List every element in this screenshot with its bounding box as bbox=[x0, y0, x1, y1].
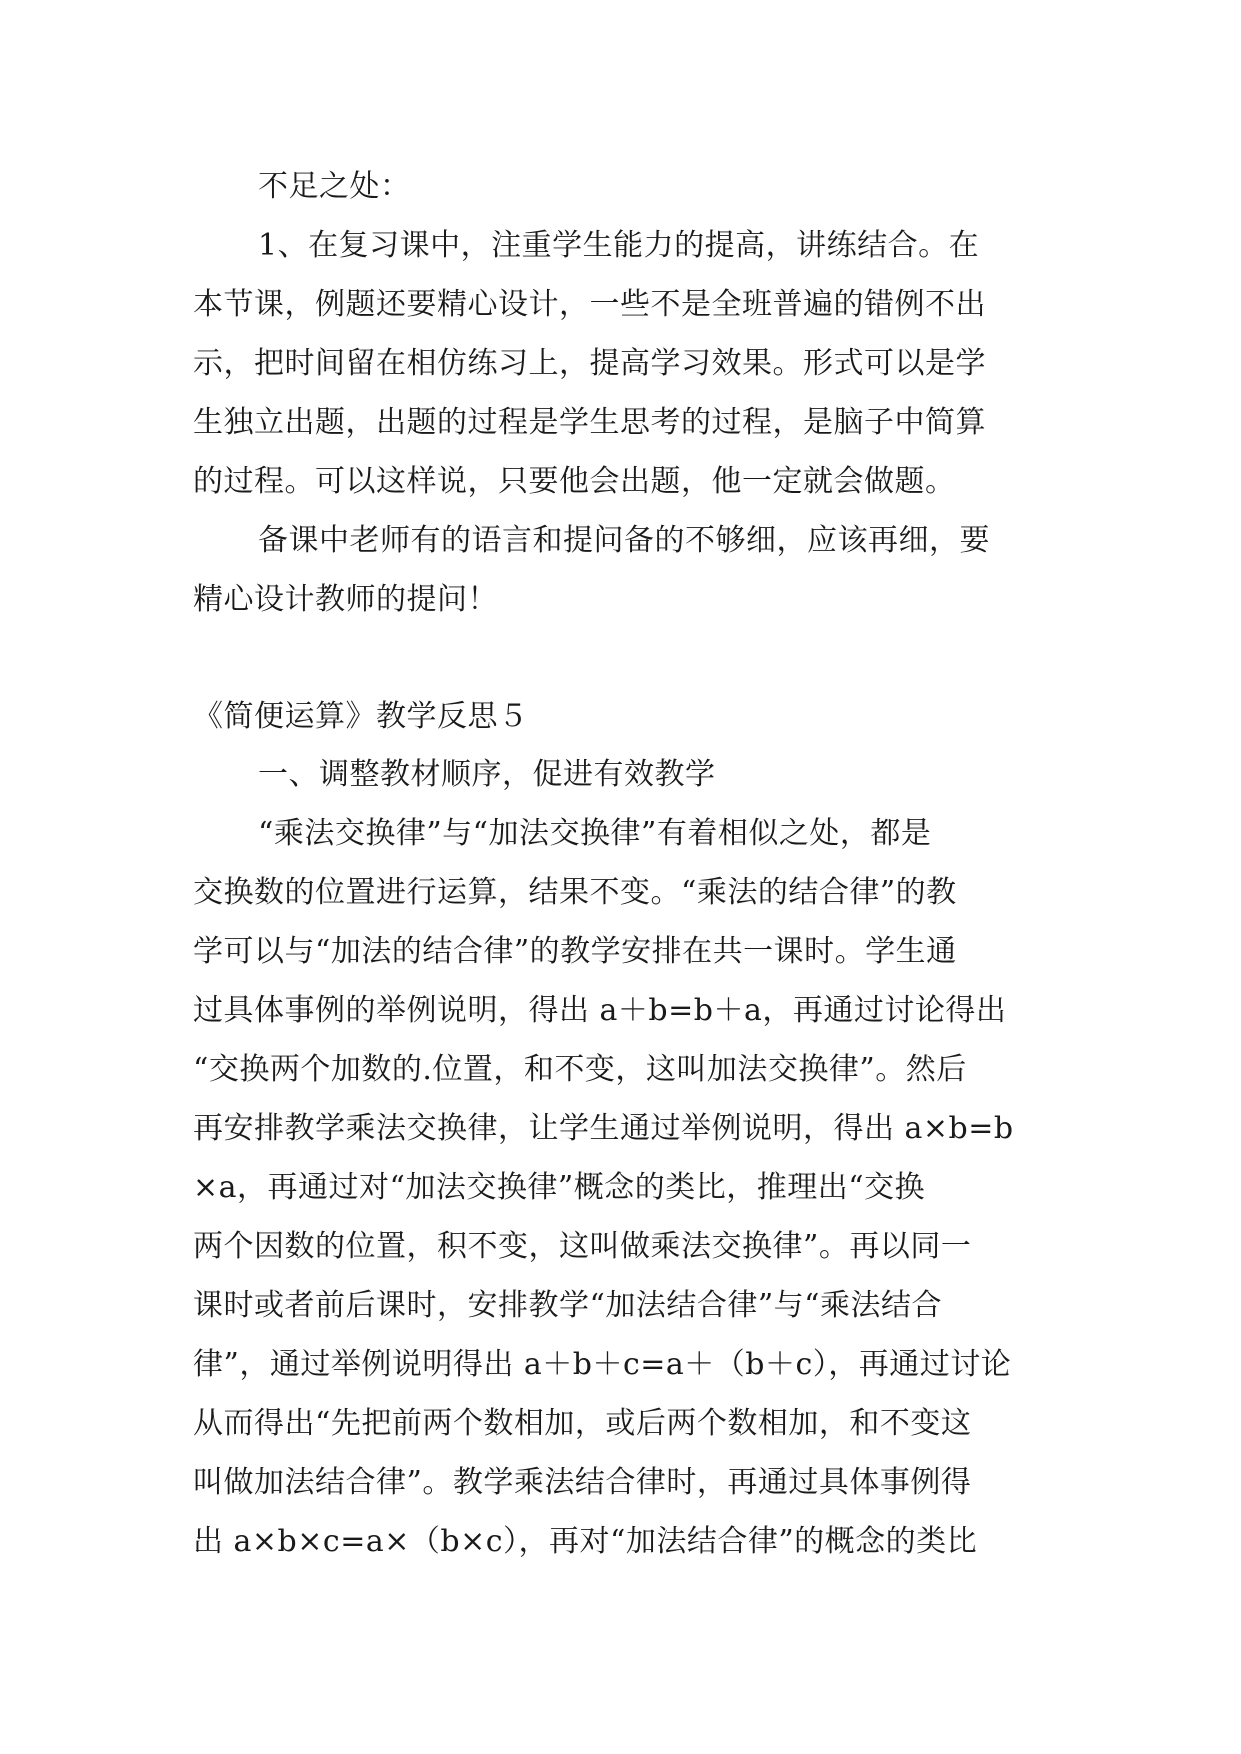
paragraph-line: 出 a×b×c=a×（b×c），再对“加法结合律”的概念的类比 bbox=[193, 1524, 978, 1559]
paragraph-line: 的过程。可以这样说，只要他会出题，他一定就会做题。 bbox=[193, 464, 956, 499]
paragraph-line: 本节课，例题还要精心设计，一些不是全班普遍的错例不出 bbox=[193, 287, 986, 322]
paragraph-line: ×a，再通过对“加法交换律”概念的类比，推理出“交换 bbox=[193, 1170, 926, 1205]
paragraph-line: 从而得出“先把前两个数相加，或后两个数相加，和不变这 bbox=[193, 1406, 972, 1441]
paragraph-line: 1、在复习课中，注重学生能力的提高，讲练结合。在 bbox=[258, 228, 980, 263]
paragraph-line: “乘法交换律”与“加法交换律”有着相似之处，都是 bbox=[258, 816, 932, 851]
paragraph-line: 学可以与“加法的结合律”的教学安排在共一课时。学生通 bbox=[193, 934, 957, 969]
paragraph-line: 生独立出题，出题的过程是学生思考的过程，是脑子中简算 bbox=[193, 405, 986, 440]
article-title: 《简便运算》教学反思５ bbox=[193, 699, 529, 734]
paragraph-line: 叫做加法结合律”。教学乘法结合律时，再通过具体事例得 bbox=[193, 1465, 972, 1500]
paragraph-line: 交换数的位置进行运算，结果不变。“乘法的结合律”的教 bbox=[193, 875, 957, 910]
section-heading: 一、调整教材顺序，促进有效教学 bbox=[258, 757, 716, 792]
paragraph-line: “交换两个加数的.位置，和不变，这叫加法交换律”。然后 bbox=[193, 1052, 967, 1087]
paragraph-line: 再安排教学乘法交换律，让学生通过举例说明，得出 a×b=b bbox=[193, 1111, 1014, 1146]
paragraph-line: 律”，通过举例说明得出 a＋b＋c=a＋（b＋c），再通过讨论 bbox=[193, 1347, 1012, 1382]
paragraph-line: 精心设计教师的提问！ bbox=[193, 582, 498, 617]
paragraph-line: 过具体事例的举例说明，得出 a＋b=b＋a，再通过讨论得出 bbox=[193, 993, 1007, 1028]
paragraph-line: 备课中老师有的语言和提问备的不够细，应该再细，要 bbox=[258, 523, 990, 558]
paragraph-line: 示，把时间留在相仿练习上，提高学习效果。形式可以是学 bbox=[193, 346, 986, 381]
paragraph-line: 课时或者前后课时，安排教学“加法结合律”与“乘法结合 bbox=[193, 1288, 943, 1323]
section-heading-shortcomings: 不足之处： bbox=[258, 169, 411, 204]
paragraph-line: 两个因数的位置，积不变，这叫做乘法交换律”。再以同一 bbox=[193, 1229, 972, 1264]
